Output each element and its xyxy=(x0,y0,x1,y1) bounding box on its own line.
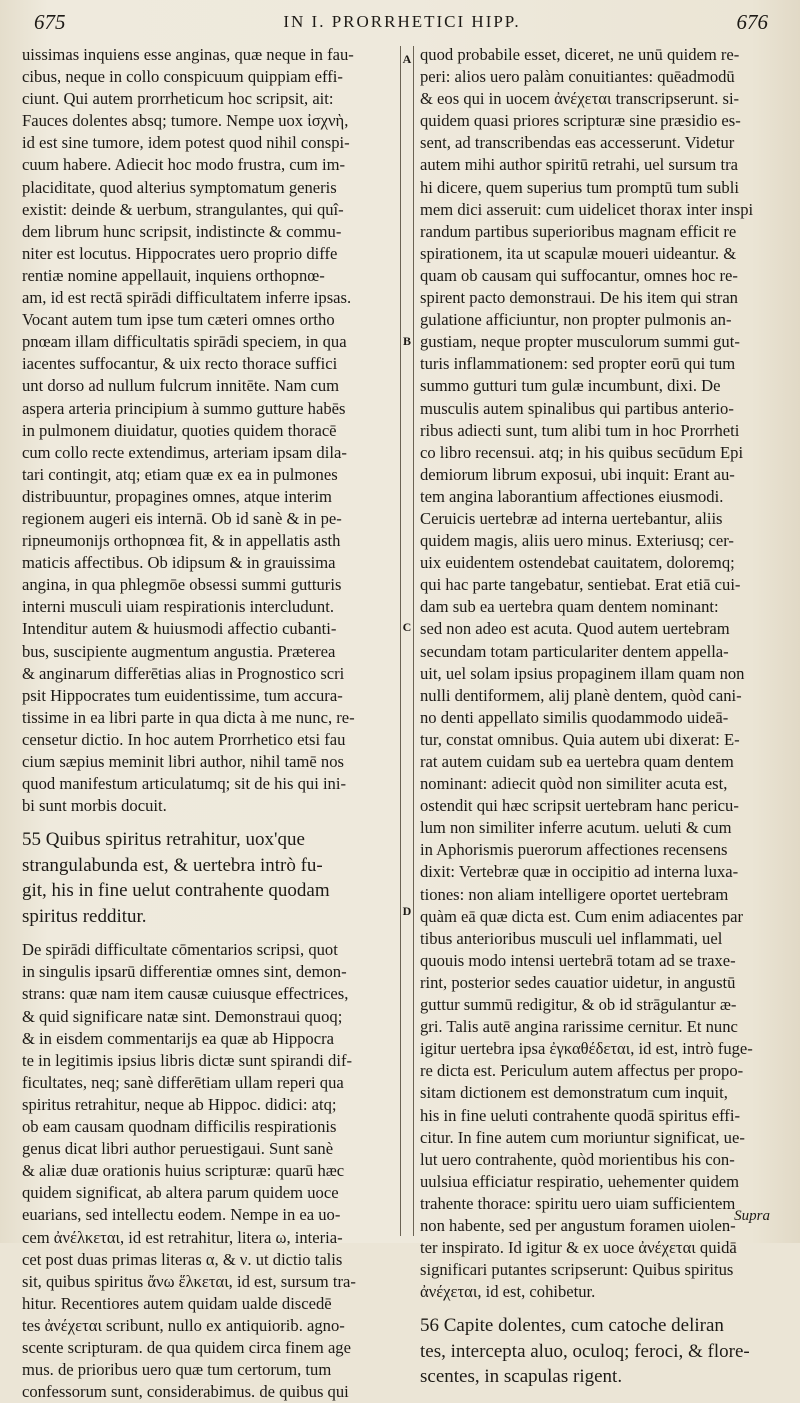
text-line: quidem magis, aliis uero minus. Exteriusq; cer- xyxy=(420,531,734,551)
text-line: dixit: Vertebræ quæ in occipitio ad interna luxa- xyxy=(420,862,739,882)
text-line: strangulabunda est, & uertebra intrò fu- xyxy=(22,854,323,876)
text-line: dam sub ea uertebra quam dentem nominant: xyxy=(420,597,719,617)
text-line: musculis autem spinalibus qui partibus anterio- xyxy=(420,398,734,418)
text-line: turis inflammationem: sed propter eorū qui tum xyxy=(420,354,736,374)
text-line: tibus anterioribus musculi uel inflammati, uel xyxy=(420,928,723,948)
text-line: cum collo recte extendimus, arteriam ipsam dila- xyxy=(22,442,347,462)
page-header xyxy=(28,6,776,40)
text-line: aspera arteria principium à summo gutture habēs xyxy=(22,398,346,418)
text-line: nominant: adiecit quòd non similiter acuta est, xyxy=(420,774,728,794)
right-text-column xyxy=(420,44,778,1390)
text-line: cibus, neque in collo conspicuum quippiam effi- xyxy=(22,67,343,87)
text-line: in Aphorismis puerorum affectiones recensens xyxy=(420,840,728,860)
text-line: summo gutturi tum gulæ incumbunt, dixi. De xyxy=(420,376,721,396)
text-line: quod probabile esset, diceret, ne unū quidem re- xyxy=(420,45,740,64)
text-line: qui hac parte tangebatur, sentiebat. Erat etiā cui- xyxy=(420,575,741,595)
text-line: git, his in fine uelut contrahente quodam xyxy=(22,880,330,902)
catchword: Supra xyxy=(734,1208,770,1224)
text-line: 55 Quibus spiritus retrahitur, uox'que xyxy=(22,829,305,851)
text-line: rentiæ nomine appellauit, inquiens orthopnœ- xyxy=(22,265,325,285)
text-line: trahente thorace: spiritu uero uiam sufficientem xyxy=(420,1193,736,1213)
text-line: & anginarum differētias alias in Prognostico scri xyxy=(22,663,345,683)
text-line: uissimas inquiens esse anginas, quæ neque in fau- xyxy=(22,45,354,64)
text-line: non habente, sed per angustum foramen uiolen- xyxy=(420,1215,736,1235)
text-line: spirationem, ita ut scapulæ moueri uideantur. & xyxy=(420,243,737,263)
text-line: Fauces dolentes absq; tumore. Nempe uox ἰσχνὴ, xyxy=(22,111,349,131)
text-line: quod manifestum articulatumq; sit de his qui ini- xyxy=(22,774,346,794)
text-line: sent, ad transcribendas eas accesserunt. Videtur xyxy=(420,133,735,153)
text-line: & eos qui in uocem ἀνέχεται transcripserunt. si- xyxy=(420,89,740,109)
paragraph-gap xyxy=(22,817,394,827)
text-line: Vocant autem tum ipse tum cæteri omnes ortho xyxy=(22,310,335,330)
running-head: IN I. PRORRHETICI HIPP. xyxy=(283,12,521,31)
text-line: tari contingit, atq; etiam quæ ex ea in pulmones xyxy=(22,464,338,484)
text-line: gustiam, neque propter musculorum summi gut- xyxy=(420,332,740,352)
text-line: in singulis ipsarū differentiæ omnes sint, demon- xyxy=(22,962,347,982)
text-line: existit: deinde & uerbum, strangulantes, qui quî- xyxy=(22,199,344,219)
text-line: tes ἀνέχεται scribunt, nullo ex antiquiorib. agno- xyxy=(22,1315,345,1335)
text-line: placiditate, quod alterius symptomatum generis xyxy=(22,177,337,197)
text-line: ostendit qui hæc scripsit uertebram hanc pericu- xyxy=(420,796,739,816)
text-line: peri: alios uero palàm conuitiantes: quēadmodū xyxy=(420,67,735,87)
text-line: scente scripturam. de qua quidem circa finem age xyxy=(22,1337,351,1357)
text-line: psit Hippocrates tum euidentissime, tum accura- xyxy=(22,685,343,705)
text-line: quidem significat, ab altera parum quidem uoce xyxy=(22,1183,339,1203)
text-line: angina, in qua phlegmōe obsessi summi gutturis xyxy=(22,575,342,595)
text-line: strans: quæ nam item causæ cuiusque effectrices, xyxy=(22,984,349,1004)
text-line: re dicta est. Periculum autem affectus per propo- xyxy=(420,1061,744,1081)
text-line: uix euidentem ostendebat cauitatem, doloremq; xyxy=(420,553,735,573)
text-line: lut uero contrahente, quòd morientibus his con- xyxy=(420,1149,735,1169)
text-line: scentes, in scapulas rigent. xyxy=(420,1366,623,1388)
text-line: sit, quibus spiritus ἄνω ἕλκεται, id est, sursum tra- xyxy=(22,1271,356,1291)
text-line: cem ἀνέλκεται, id est retrahitur, litera ω, interia- xyxy=(22,1227,343,1247)
text-line: uulsiua efficiatur respiratio, uehementer quidem xyxy=(420,1171,740,1191)
text-line: gulatione afficiuntur, non propter pulmonis an- xyxy=(420,310,732,330)
text-line: tur, constat omnibus. Quia autem ubi dixerat: E- xyxy=(420,729,740,749)
text-line: bi sunt morbis docuit. xyxy=(22,796,167,816)
text-line: quouis modo intensi uertebrā totam ad se traxe- xyxy=(420,950,736,970)
text-line: maticis affectibus. Ob idipsum & in grauissima xyxy=(22,553,336,573)
text-line: nulli dentiformem, alij planè dentem, quòd cani- xyxy=(420,685,742,705)
text-line: sitam dictionem est demonstratum cum inquit, xyxy=(420,1083,728,1103)
text-line: spiritus retrahitur, neque ab Hippoc. didici: atq; xyxy=(22,1094,337,1114)
text-line: demiorum librum exposui, ubi inquit: Erant au- xyxy=(420,464,735,484)
text-line: mem dici asseruit: cum uidelicet thorax inter inspi xyxy=(420,199,754,219)
text-line: tem angina laborantium affectiones eiusmodi. xyxy=(420,486,724,506)
text-line: tiones: non aliam intelligere oportet uertebram xyxy=(420,884,729,904)
text-line: & in eisdem commentarijs ea quæ ab Hippocra xyxy=(22,1028,334,1048)
text-line: ripneumonijs orthopnœa fit, & in appellatis asth xyxy=(22,531,341,551)
left-text-column xyxy=(22,44,394,1403)
text-line: te in legitimis ipsius libris dictæ sunt spirandi dif- xyxy=(22,1050,353,1070)
text-line: confessorum sunt, considerabimus. de quibus qui xyxy=(22,1382,349,1402)
text-line: co libro recensui. atq; in his quibus secūdum Epi xyxy=(420,442,744,462)
text-line: hi dicere, quem superius tum promptū tum subli xyxy=(420,177,739,197)
text-line: hitur. Recentiores autem quidam ualde discedē xyxy=(22,1293,332,1313)
text-line: ob eam causam quodnam difficilis respirationis xyxy=(22,1117,337,1137)
text-line: ἀνέχεται, id est, cohibetur. xyxy=(420,1282,596,1302)
text-line: iacentes suffocantur, & uix recto thorace suffici xyxy=(22,354,338,374)
margin-marker-b: B xyxy=(402,334,411,348)
text-line: spirent pacto demonstraui. De his item qui stran xyxy=(420,288,738,308)
text-line: quidem quasi priores scripturæ sine præsidio es- xyxy=(420,111,741,131)
text-line: randum partibus superioribus magnam efficit re xyxy=(420,221,737,241)
text-line: lum non similiter inferre acutum. ueluti & cum xyxy=(420,818,732,838)
text-line: am, id est rectā spirādi difficultatem inferre ipsas. xyxy=(22,288,352,308)
text-line: quam ob causam qui suffocantur, omnes hoc re- xyxy=(420,265,738,285)
text-line: ficultates, neq; sanè differētiam ullam reperi qua xyxy=(22,1072,344,1092)
text-line: 56 Capite dolentes, cum catoche deliran xyxy=(420,1315,724,1337)
text-line: mus. de prioribus uero quæ tum certorum, tum xyxy=(22,1360,332,1380)
text-line: sed non adeo est acuta. Quod autem uertebram xyxy=(420,619,730,639)
text-line: ciunt. Qui autem prorrheticum hoc scripsit, ait: xyxy=(22,89,334,109)
text-line: Intenditur autem & huiusmodi affectio cubanti- xyxy=(22,619,337,639)
margin-marker-c: C xyxy=(402,620,412,634)
text-line: cuum habere. Adiecit hoc modo frustra, cum im- xyxy=(22,155,346,175)
text-line: censetur dictio. In hoc autem Prorrhetico etsi fau xyxy=(22,729,346,749)
text-line: id est sine tumore, idem potest quod nihil conspi- xyxy=(22,133,350,153)
margin-marker-a: A xyxy=(402,52,412,66)
text-line: euarians, sed intellectu eodem. Nempe in ea uo- xyxy=(22,1205,341,1225)
folio-number-left: 675 xyxy=(34,10,66,34)
text-line: igitur uertebra ipsa ἐγκαθέδεται, id est, intrò fuge- xyxy=(420,1039,753,1059)
text-line: pnœam illam difficultatis spirādi speciem, in qua xyxy=(22,332,347,352)
text-line: bus, suscipiente augmentum angustia. Præterea xyxy=(22,641,336,661)
text-line: regionem augeri eis internā. Ob id sanè & in pe- xyxy=(22,508,342,528)
text-line: significari putantes scripserunt: Quibus spiritus xyxy=(420,1260,734,1280)
text-line: ribus adiecti sunt, tum alibi tum in hoc Prorrheti xyxy=(420,420,740,440)
text-line: dem librum hunc scripsit, indistincte & commu- xyxy=(22,221,342,241)
text-line: uit, uel solam ipsius propaginem illam quam non xyxy=(420,663,745,683)
text-line: ter inspirato. Id igitur & ex uoce ἀνέχεται quidā xyxy=(420,1238,737,1258)
text-line: guttur summū redigitur, & ob id strāgulantur æ- xyxy=(420,995,737,1015)
paragraph-gap xyxy=(22,929,394,939)
text-line: quàm eā quæ dicta est. Cum enim adiacentes par xyxy=(420,906,744,926)
text-line: gri. Talis autē angina rarissime cernitur. Et nunc xyxy=(420,1017,738,1037)
text-line: cet post duas primas literas α, & ν. ut dictio talis xyxy=(22,1249,343,1269)
text-line: Ceruicis uertebræ ad interna uertebantur, aliis xyxy=(420,508,723,528)
text-line: secundam totam particulariter dentem appella- xyxy=(420,641,729,661)
text-line: & aliæ duæ orationis huius scripturæ: quarū hæc xyxy=(22,1161,345,1181)
paragraph-gap xyxy=(420,1303,778,1313)
text-line: rint, posterior sedes cauatior uidetur, in angustū xyxy=(420,972,736,992)
gutter-rule-right xyxy=(413,46,414,1236)
text-line: tes, intercepta aluo, oculoq; feroci, & flore- xyxy=(420,1340,750,1362)
text-line: interni musculi uiam respirationis intercludunt. xyxy=(22,597,334,617)
text-line: De spirādi difficultate cōmentarios scripsi, quot xyxy=(22,940,338,960)
text-line: in pulmonem diuidatur, quoties quidem thoracē xyxy=(22,420,337,440)
text-line: niter est locutus. Hippocrates uero proprio diffe xyxy=(22,243,338,263)
folio-number-right: 676 xyxy=(736,10,768,34)
gutter-rule-left xyxy=(400,46,401,1236)
text-line: genus dicat libri author peruestigaui. Sunt sanè xyxy=(22,1139,334,1159)
text-line: his in fine ueluti contrahente quodā spiritus effi- xyxy=(420,1105,740,1125)
text-line: no denti appellato similis quodammodo uideā- xyxy=(420,707,729,727)
text-line: rat autem cuidam sub ea uertebra quam dentem xyxy=(420,752,734,771)
text-line: autem mihi author spiritū retrahi, uel sursum tra xyxy=(420,155,738,175)
text-line: cium sæpius meminit libri author, nihil tamē nos xyxy=(22,752,344,771)
text-line: distribuuntur, propagines omnes, atque interim xyxy=(22,486,332,506)
text-line: unt dorso ad nullum fulcrum innitēte. Nam cum xyxy=(22,376,340,396)
text-line: tissime in ea libri parte in qua dicta à me nunc, re- xyxy=(22,707,355,727)
text-line: spiritus redditur. xyxy=(22,905,147,927)
text-line: citur. In fine autem cum moriuntur significat, ue- xyxy=(420,1127,745,1147)
text-line: & quid significare natæ sint. Demonstraui quoq; xyxy=(22,1006,343,1026)
margin-marker-d: D xyxy=(402,904,412,918)
